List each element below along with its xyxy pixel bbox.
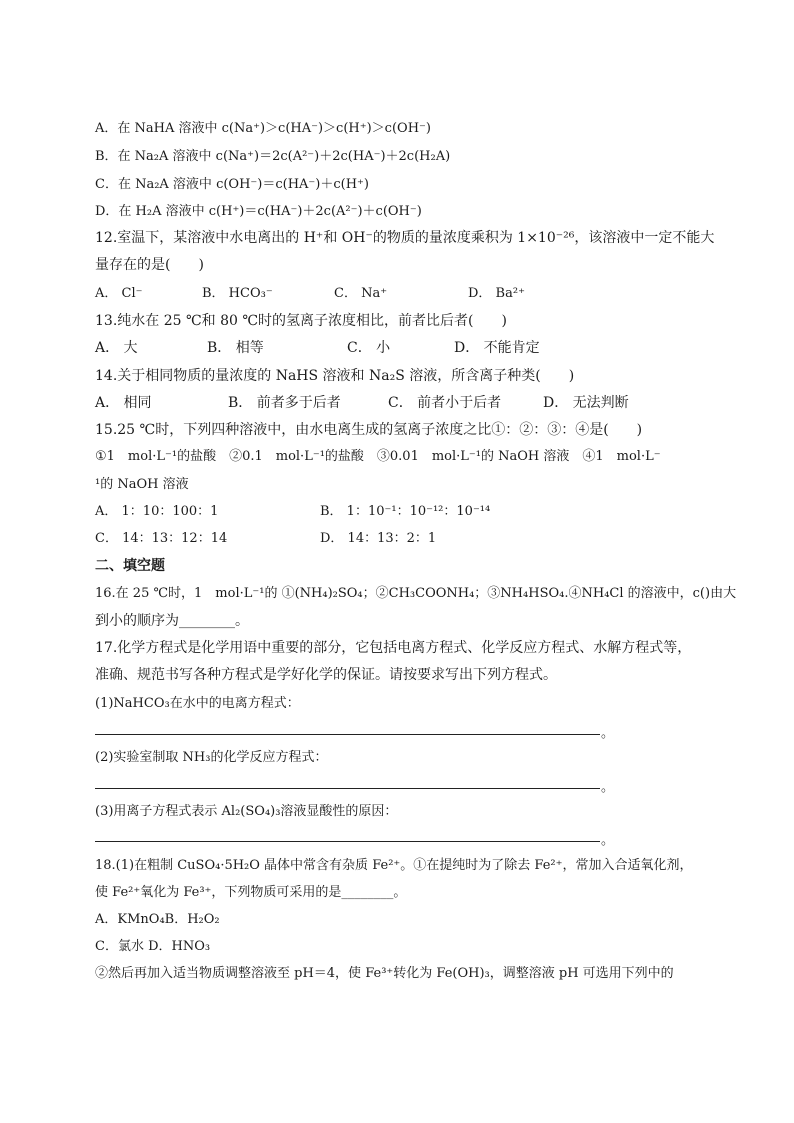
q12-option-b: B． HCO₃⁻: [202, 286, 273, 301]
q12-option-c: C． Na⁺: [334, 286, 388, 301]
q15-option-a: A． 1：10：100：1: [95, 504, 219, 519]
q17-answer-end-2: 。: [601, 780, 615, 795]
q17-answer-end-3: 。: [601, 833, 615, 848]
q12-option-a: A． Cl⁻: [95, 286, 143, 301]
q17-answer-line-1[interactable]: [95, 734, 600, 735]
q17-stem-line1: 17.化学方程式是化学用语中重要的部分，它包括电离方程式、化学反应方程式、水解方程式等，: [95, 640, 692, 656]
section-heading: 二、填空题: [95, 558, 165, 574]
q15-solutions-line1: ①1 mol·L⁻¹的盐酸 ②0.1 mol·L⁻¹的盐酸 ③0.01 mol·L⁻¹的 NaOH 溶液 ④1 mol·L⁻: [95, 449, 661, 464]
q17-sub2: (2)实验室制取 NH₃的化学反应方程式：: [95, 750, 328, 765]
q17-stem-line2: 准确、规范书写各种方程式是学好化学的保证。请按要求写出下列方程式。: [95, 667, 557, 683]
q13-option-d: D． 不能肯定: [454, 340, 540, 356]
q14-stem: 14.关于相同物质的量浓度的 NaHS 溶液和 Na₂S 溶液，所含离子种类( ): [95, 368, 575, 384]
q11-option-c: C．在 Na₂A 溶液中 c(OH⁻)＝c(HA⁻)＋c(H⁺): [95, 177, 369, 192]
q17-sub3: (3)用离子方程式表示 Al₂(SO₄)₃溶液显酸性的原因：: [95, 804, 398, 819]
q16-stem-line1: 16.在 25 ℃时，1 mol·L⁻¹的 ①(NH₄)₂SO₄；②CH₃COONH₄；③NH₄HSO₄.④NH₄Cl 的溶液中，c()由大: [95, 586, 737, 601]
q17-answer-line-3[interactable]: [95, 841, 600, 842]
q15-option-b: B． 1：10⁻¹：10⁻¹²：10⁻¹⁴: [320, 504, 491, 519]
q11-option-d: D．在 H₂A 溶液中 c(H⁺)＝c(HA⁻)＋2c(A²⁻)＋c(OH⁻): [95, 204, 422, 219]
q12-option-d: D． Ba²⁺: [468, 286, 525, 301]
q17-answer-end-1: 。: [601, 726, 615, 741]
q18-stem-line3: ②然后再加入适当物质调整溶液至 pH＝4，使 Fe³⁺转化为 Fe(OH)₃，调整溶液 pH 可选用下列中的: [95, 966, 674, 981]
q14-option-d: D． 无法判断: [543, 395, 629, 411]
q15-option-c: C． 14：13：12：14: [95, 531, 228, 546]
q11-option-b: B．在 Na₂A 溶液中 c(Na⁺)＝2c(A²⁻)＋2c(HA⁻)＋2c(H₂A): [95, 149, 451, 164]
q14-option-c: C． 前者小于后者: [388, 395, 502, 411]
q14-option-a: A． 相同: [95, 395, 152, 411]
q11-option-a: A．在 NaHA 溶液中 c(Na⁺)＞c(HA⁻)＞c(H⁺)＞c(OH⁻): [95, 121, 431, 136]
q13-option-b: B． 相等: [207, 340, 264, 356]
q18-stem-line2: 使 Fe²⁺氧化为 Fe³⁺，下列物质可采用的是________。: [95, 885, 407, 900]
q13-option-c: C． 小: [347, 340, 391, 356]
q12-stem-line2: 量存在的是( ): [95, 257, 204, 273]
q18-stem-line1: 18.(1)在粗制 CuSO₄·5H₂O 晶体中常含有杂质 Fe²⁺。①在提纯时为了除去 Fe²⁺，常加入合适氧化剂，: [95, 858, 693, 873]
q18-options-cd: C．氯水 D．HNO₃: [95, 939, 211, 954]
q13-option-a: A． 大: [95, 340, 138, 356]
q15-solutions-line2: ¹的 NaOH 溶液: [95, 477, 189, 492]
q14-option-b: B． 前者多于后者: [228, 395, 341, 411]
q18-options-ab: A．KMnO₄B．H₂O₂: [95, 912, 220, 927]
q15-option-d: D． 14：13：2：1: [320, 531, 437, 546]
q15-stem: 15.25 ℃时，下列四种溶液中，由水电离生成的氢离子浓度之比①：②：③：④是( ): [95, 422, 643, 438]
q16-stem-line2: 到小的顺序为________。: [95, 613, 249, 629]
q17-answer-line-2[interactable]: [95, 788, 600, 789]
q12-stem-line1: 12.室温下，某溶液中水电离出的 H⁺和 OH⁻的物质的量浓度乘积为 1×10⁻²⁶，该溶液中一定不能大: [95, 230, 715, 246]
q17-sub1: (1)NaHCO₃在水中的电离方程式：: [95, 696, 300, 711]
q13-stem: 13.纯水在 25 ℃和 80 ℃时的氢离子浓度相比，前者比后者( ): [95, 313, 507, 329]
